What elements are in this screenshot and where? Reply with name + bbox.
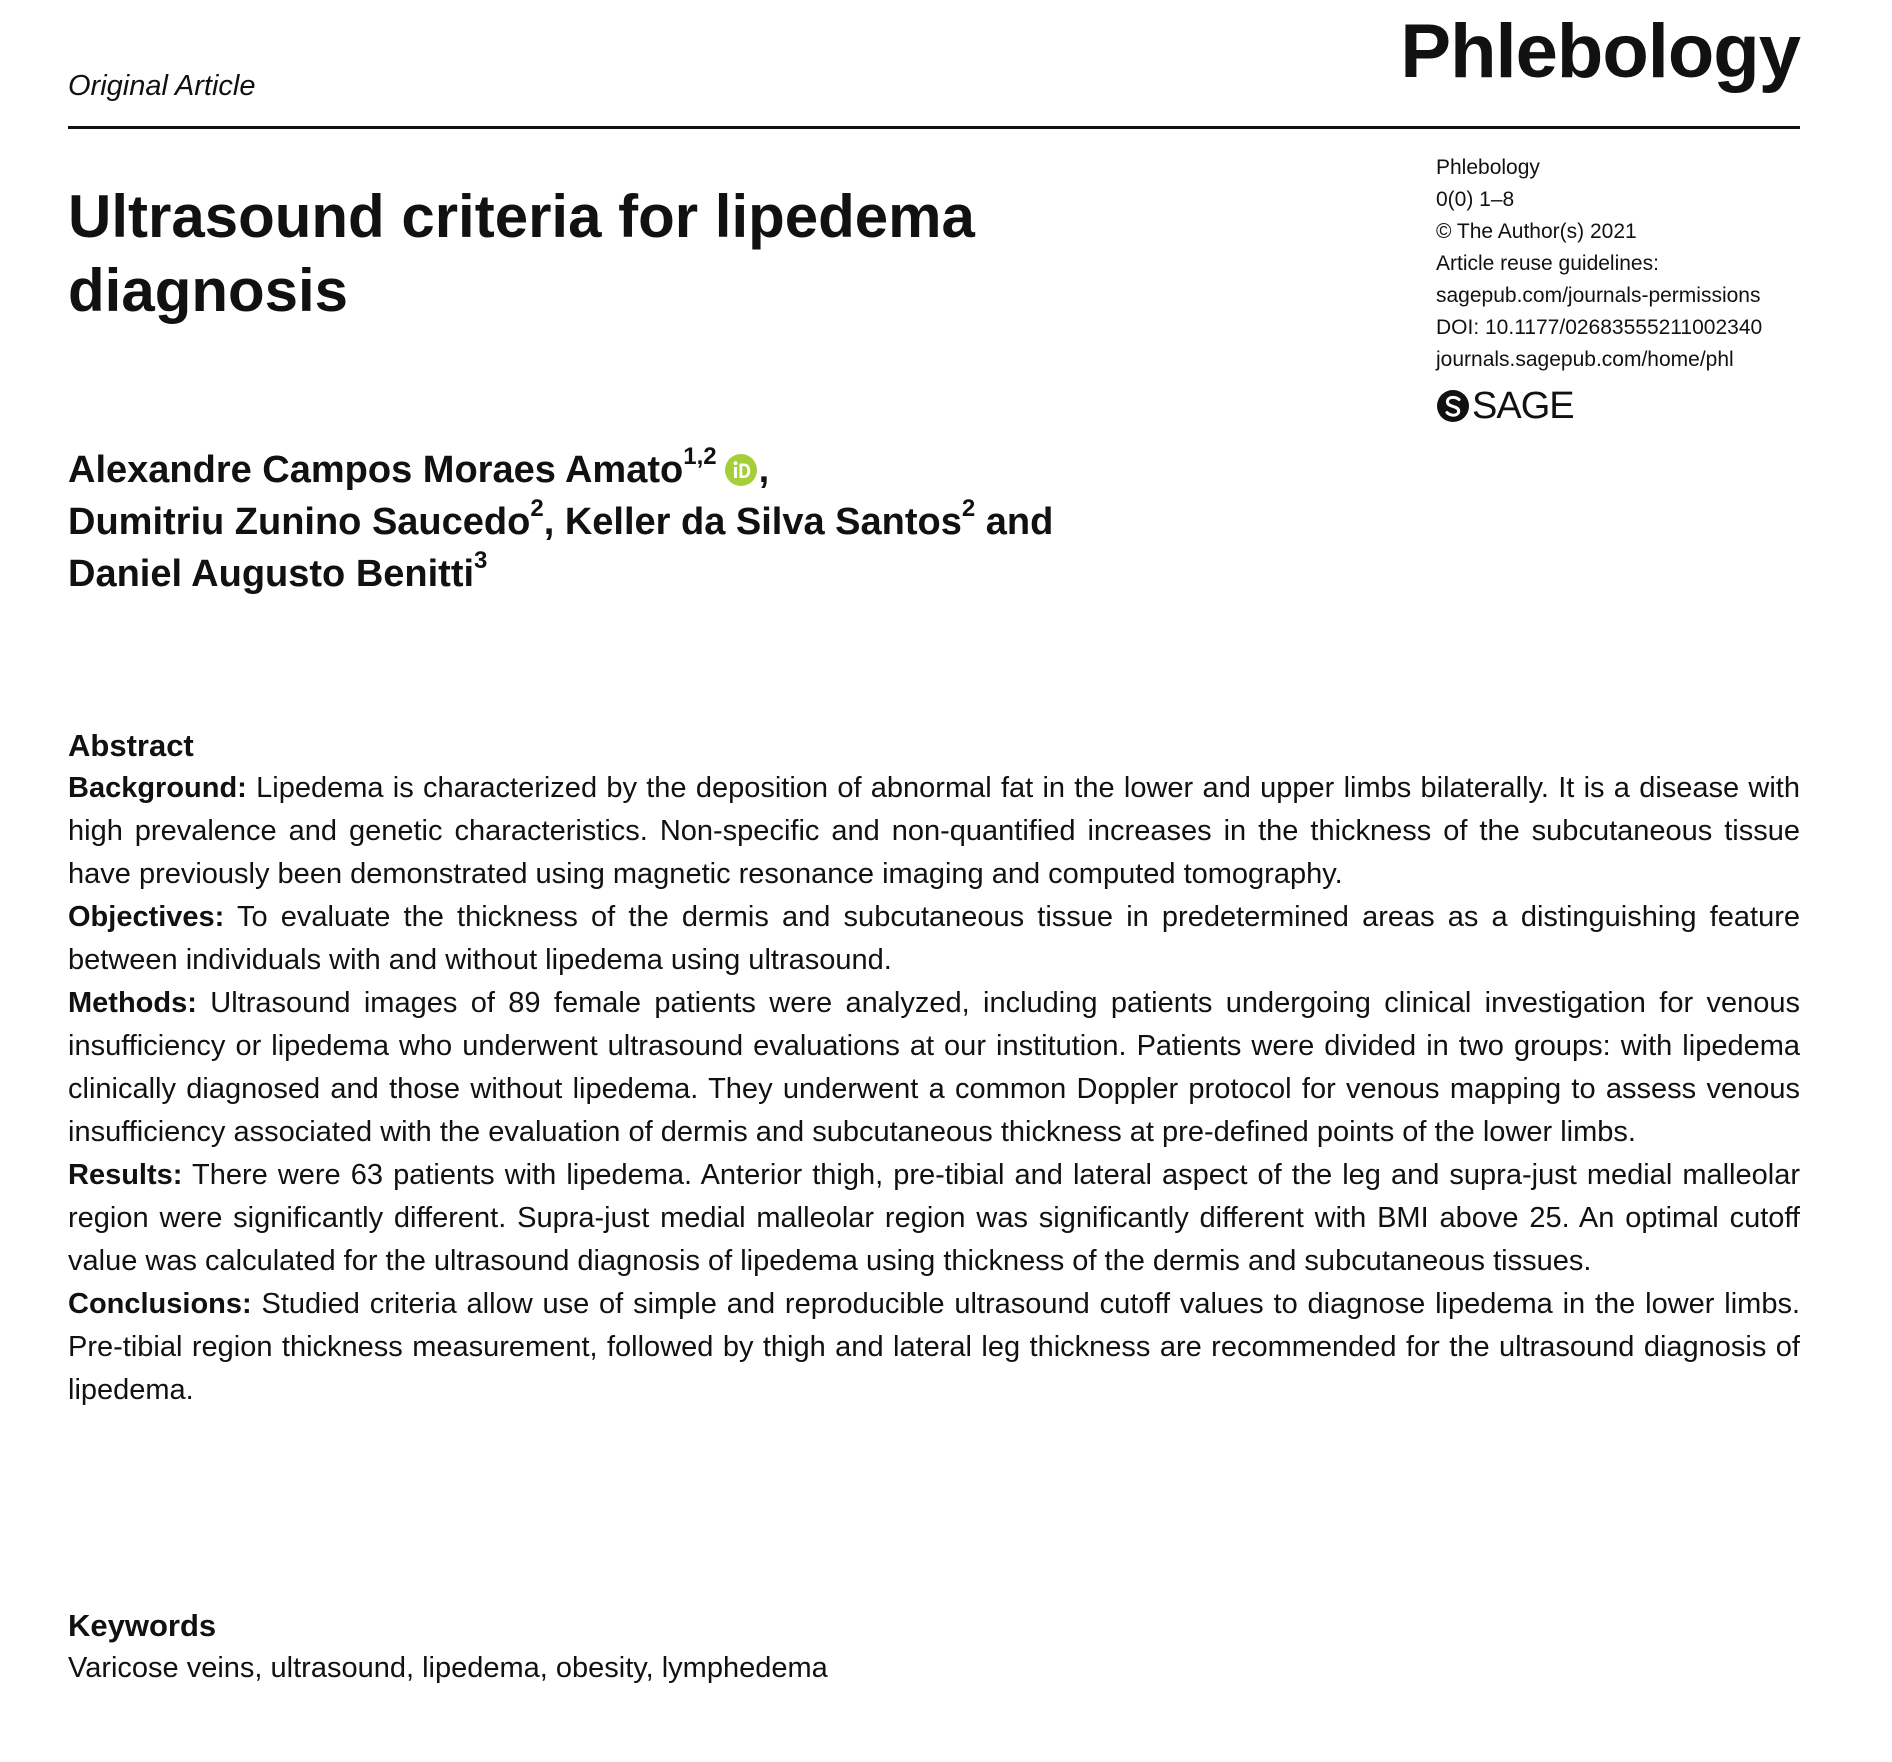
keywords-list: Varicose veins, ultrasound, lipedema, obesity, lymphedema xyxy=(68,1652,828,1684)
author-name: Daniel Augusto Benitti xyxy=(68,553,475,595)
author-affiliation: 2 xyxy=(961,495,976,523)
keywords xyxy=(68,1604,1800,1690)
article-type: Original Article xyxy=(68,70,256,102)
header-rule xyxy=(68,126,1800,129)
abstract-heading: Abstract xyxy=(68,728,194,763)
author-name: Alexandre Campos Moraes Amato xyxy=(68,449,684,491)
orcid-icon[interactable] xyxy=(725,454,757,486)
author-name: Keller da Silva Santos xyxy=(564,501,962,543)
section-label: Methods: xyxy=(68,987,197,1019)
author[interactable] xyxy=(68,547,488,595)
author[interactable] xyxy=(68,495,544,543)
author-separator: , xyxy=(758,449,770,491)
author-affiliation: 1,2 xyxy=(683,443,717,471)
journal-name: Phlebology xyxy=(1400,9,1800,94)
abstract-methods xyxy=(68,982,1800,1154)
author-list xyxy=(68,444,1368,600)
section-label: Objectives: xyxy=(68,901,225,933)
meta-reuse-label: Article reuse guidelines: xyxy=(1436,252,1659,275)
article-title: Ultrasound criteria for lipedema diagnosis xyxy=(68,183,975,324)
meta-issue: 0(0) 1–8 xyxy=(1436,188,1515,211)
meta-copyright: © The Author(s) 2021 xyxy=(1436,220,1637,243)
keywords-heading: Keywords xyxy=(68,1608,217,1643)
sage-logo-text: SAGE xyxy=(1472,385,1574,427)
sage-logo-icon xyxy=(1436,389,1470,423)
section-text: Ultrasound images of 89 female patients were analyzed, including patients undergoing clinical investigation for venous insufficiency or lipedema who underwent ultrasound evaluations at our institution. Patients were divided in two groups: with lipedema clinically diagnosed and those without lipedema. They underwent a common Doppler protocol for venous mapping to assess venous insufficiency associated with the evaluation of dermis and subcutaneous thickness at pre-defined points of the lower limbs. xyxy=(68,987,1800,1148)
section-text: To evaluate the thickness of the dermis and subcutaneous tissue in predetermined areas as a distinguishing feature between individuals with and without lipedema using ultrasound. xyxy=(68,901,1800,976)
section-text: Studied criteria allow use of simple and reproducible ultrasound cutoff values to diagnose lipedema in the lower limbs. Pre-tibial region thickness measurement, followed by thigh and lateral leg thickness are recommended for the ultrasound diagnosis of lipedema. xyxy=(68,1288,1801,1406)
author-name: Dumitriu Zunino Saucedo xyxy=(68,501,531,543)
author-separator: , xyxy=(543,501,555,543)
author-affiliation: 3 xyxy=(474,547,488,575)
section-text: There were 63 patients with lipedema. Anterior thigh, pre-tibial and lateral aspect of the leg and supra-just medial malleolar region were significantly different. Supra-just medial malleolar region was significantly different with BMI above 25. An optimal cutoff value was calculated for the ultrasound diagnosis of lipedema using thickness of the dermis and subcutaneous tissues. xyxy=(68,1159,1800,1277)
meta-journal: Phlebology xyxy=(1436,156,1540,179)
section-label: Background: xyxy=(68,772,247,804)
author-affiliation: 2 xyxy=(530,495,544,523)
abstract-background xyxy=(68,767,1800,896)
meta-reuse-link[interactable]: sagepub.com/journals-permissions xyxy=(1436,284,1761,307)
meta-doi[interactable]: DOI: 10.1177/02683555211002340 xyxy=(1436,316,1763,339)
author[interactable] xyxy=(68,443,717,491)
author[interactable] xyxy=(564,495,976,543)
abstract-results xyxy=(68,1154,1800,1283)
abstract-conclusions xyxy=(68,1283,1800,1412)
section-label: Conclusions: xyxy=(68,1288,252,1320)
section-label: Results: xyxy=(68,1159,183,1191)
abstract-objectives xyxy=(68,896,1800,982)
sage-logo xyxy=(1436,386,1856,426)
meta-journal-link[interactable]: journals.sagepub.com/home/phl xyxy=(1436,348,1734,371)
abstract xyxy=(68,724,1800,1412)
author-separator: and xyxy=(975,501,1054,543)
article-metadata xyxy=(1436,152,1856,426)
section-text: Lipedema is characterized by the deposition of abnormal fat in the lower and upper limbs bilaterally. It is a disease with high prevalence and genetic characteristics. Non-specific and non-quantified increases in the thickness of the subcutaneous tissue have previously been demonstrated using magnetic resonance imaging and computed tomography. xyxy=(68,772,1800,890)
